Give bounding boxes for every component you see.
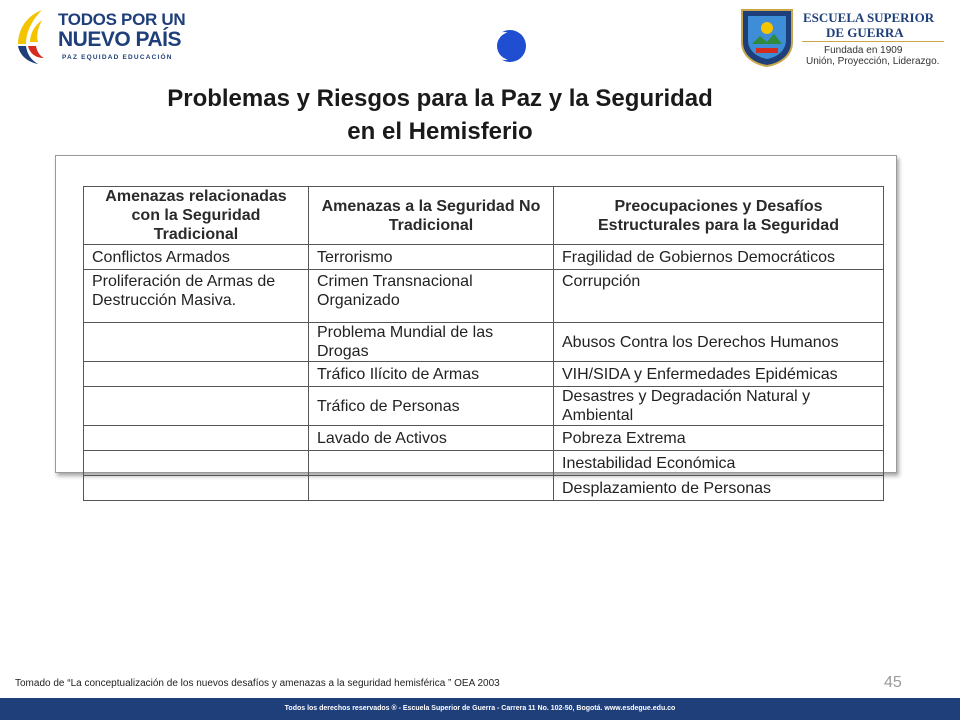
table-header-row (84, 187, 884, 245)
table-cell (84, 426, 309, 451)
logo-right-line2: DE GUERRA (826, 25, 904, 40)
table-cell: Corrupción (554, 270, 884, 323)
page-title-line2: en el Hemisferio (347, 118, 533, 145)
table-cell: Problema Mundial de las Drogas (309, 323, 554, 362)
table-cell: Abusos Contra los Derechos Humanos (554, 323, 884, 362)
logo-right-line1: ESCUELA SUPERIOR (803, 10, 935, 25)
table-cell (309, 451, 554, 476)
table-cell: Tráfico de Personas (309, 387, 554, 426)
shield-crest-icon (738, 6, 796, 68)
table-cell: Desastres y Degradación Natural y Ambiental (554, 387, 884, 426)
logo-right-line4: Unión, Proyección, Liderazgo. (806, 56, 940, 67)
header-non-traditional: Amenazas a la Seguridad No Tradicional (309, 187, 554, 245)
page-title-line1: Problemas y Riesgos para la Paz y la Seguridad (167, 85, 713, 112)
logo-left-line2: NUEVO PAÍS (58, 28, 181, 51)
crescent-moon-icon (491, 28, 531, 64)
table-cell (309, 476, 554, 501)
table-cell: Terrorismo (309, 245, 554, 270)
table-cell: Lavado de Activos (309, 426, 554, 451)
table-cell (84, 476, 309, 501)
table-cell (84, 387, 309, 426)
source-citation: Tomado de “La conceptualización de los nuevos desafíos y amenazas a la seguridad hemisférica ” OEA 2003 (15, 678, 500, 689)
table-cell (84, 323, 309, 362)
table-cell: Proliferación de Armas de Destrucción Masiva. (84, 270, 309, 323)
table-cell: Tráfico Ilícito de Armas (309, 362, 554, 387)
table-cell (84, 362, 309, 387)
threats-table (83, 186, 884, 501)
logo-right-line3: Fundada en 1909 (824, 45, 903, 56)
table-row (84, 362, 884, 387)
table-cell: Conflictos Armados (84, 245, 309, 270)
todos-por-un-nuevo-pais-logo (10, 6, 186, 68)
page-title (120, 82, 760, 148)
logo-divider (802, 41, 944, 42)
table-row (84, 270, 884, 323)
table-cell: Fragilidad de Gobiernos Democráticos (554, 245, 884, 270)
table-row (84, 451, 884, 476)
header-traditional: Amenazas relacionadas con la Seguridad Tradicional (84, 187, 309, 245)
table-cell (84, 451, 309, 476)
table-cell: Pobreza Extrema (554, 426, 884, 451)
table-cell: Inestabilidad Económica (554, 451, 884, 476)
table-row (84, 245, 884, 270)
escuela-superior-de-guerra-logo (736, 4, 950, 70)
header-structural: Preocupaciones y Desafíos Estructurales para la Seguridad (554, 187, 884, 245)
table-row (84, 387, 884, 426)
table-image-frame (55, 155, 897, 497)
page-number: 45 (884, 674, 902, 691)
colombia-flag-icon (12, 8, 56, 66)
table-cell: VIH/SIDA y Enfermedades Epidémicas (554, 362, 884, 387)
logo-left-line3: PAZ EQUIDAD EDUCACIÓN (62, 54, 173, 61)
table-row (84, 476, 884, 501)
table-row (84, 323, 884, 362)
logo-left-line1: TODOS POR UN (58, 10, 186, 29)
footer-bar: Todos los derechos reservados ® - Escuela Superior de Guerra - Carrera 11 No. 102-50, Bogotá. www.esdegue.edu.co (0, 698, 960, 720)
table-cell: Crimen Transnacional Organizado (309, 270, 554, 323)
table-row (84, 426, 884, 451)
table-cell: Desplazamiento de Personas (554, 476, 884, 501)
